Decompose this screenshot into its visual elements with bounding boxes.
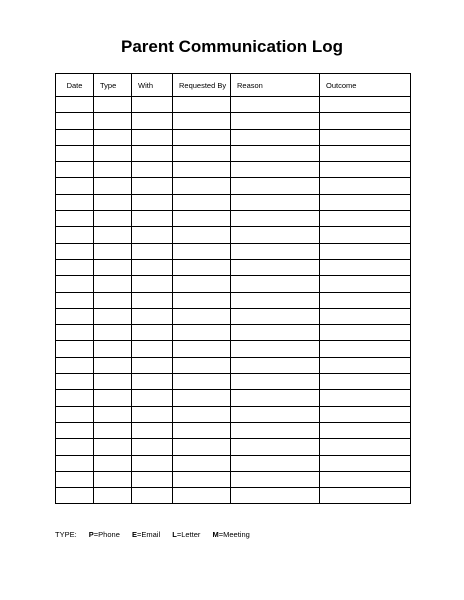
cell-outcome[interactable] [320,162,411,178]
cell-outcome[interactable] [320,211,411,227]
table-row [56,406,411,422]
cell-with[interactable] [132,471,173,487]
cell-reason[interactable] [231,162,320,178]
cell-date[interactable] [56,113,94,129]
cell-outcome[interactable] [320,422,411,438]
cell-outcome[interactable] [320,308,411,324]
cell-outcome[interactable] [320,194,411,210]
cell-type[interactable] [94,113,132,129]
cell-with[interactable] [132,129,173,145]
column-header-type: Type [94,74,132,97]
cell-requested-by[interactable] [173,374,231,390]
cell-date[interactable] [56,162,94,178]
cell-reason[interactable] [231,357,320,373]
table-row [56,194,411,210]
cell-reason[interactable] [231,178,320,194]
table-row [56,455,411,471]
cell-requested-by[interactable] [173,308,231,324]
page-title: Parent Communication Log [121,37,343,56]
cell-with[interactable] [132,357,173,373]
table-row [56,325,411,341]
cell-requested-by[interactable] [173,194,231,210]
cell-outcome[interactable] [320,488,411,504]
cell-type[interactable] [94,374,132,390]
cell-requested-by[interactable] [173,357,231,373]
cell-outcome[interactable] [320,357,411,373]
cell-type[interactable] [94,97,132,113]
table-row [56,97,411,113]
cell-requested-by[interactable] [173,488,231,504]
cell-with[interactable] [132,194,173,210]
cell-reason[interactable] [231,422,320,438]
table-row [56,113,411,129]
cell-requested-by[interactable] [173,162,231,178]
table-row [56,129,411,145]
legend-meaning-meeting: =Meeting [218,530,250,539]
cell-reason[interactable] [231,439,320,455]
cell-type[interactable] [94,439,132,455]
cell-with[interactable] [132,113,173,129]
cell-requested-by[interactable] [173,325,231,341]
cell-type[interactable] [94,259,132,275]
cell-reason[interactable] [231,276,320,292]
cell-with[interactable] [132,276,173,292]
cell-with[interactable] [132,178,173,194]
cell-type[interactable] [94,325,132,341]
cell-date[interactable] [56,129,94,145]
cell-reason[interactable] [231,374,320,390]
cell-with[interactable] [132,390,173,406]
cell-outcome[interactable] [320,97,411,113]
cell-reason[interactable] [231,211,320,227]
column-header-outcome: Outcome [320,74,411,97]
cell-with[interactable] [132,422,173,438]
cell-type[interactable] [94,227,132,243]
cell-type[interactable] [94,178,132,194]
cell-outcome[interactable] [320,341,411,357]
legend-code-letter: L [172,530,177,539]
cell-reason[interactable] [231,259,320,275]
cell-outcome[interactable] [320,390,411,406]
cell-with[interactable] [132,341,173,357]
cell-requested-by[interactable] [173,471,231,487]
cell-date[interactable] [56,422,94,438]
cell-type[interactable] [94,162,132,178]
cell-requested-by[interactable] [173,390,231,406]
cell-reason[interactable] [231,325,320,341]
cell-reason[interactable] [231,227,320,243]
cell-date[interactable] [56,178,94,194]
cell-outcome[interactable] [320,439,411,455]
cell-with[interactable] [132,211,173,227]
cell-date[interactable] [56,406,94,422]
type-legend [55,530,250,539]
cell-outcome[interactable] [320,178,411,194]
cell-reason[interactable] [231,455,320,471]
table-row [56,422,411,438]
cell-date[interactable] [56,455,94,471]
cell-with[interactable] [132,227,173,243]
cell-reason[interactable] [231,243,320,259]
cell-outcome[interactable] [320,455,411,471]
legend-code-email: E [131,530,137,539]
cell-with[interactable] [132,439,173,455]
cell-type[interactable] [94,488,132,504]
cell-date[interactable] [56,488,94,504]
cell-with[interactable] [132,455,173,471]
cell-date[interactable] [56,308,94,324]
table-row [56,276,411,292]
table-row [56,211,411,227]
cell-reason[interactable] [231,406,320,422]
table-header-row [56,74,411,97]
cell-with[interactable] [132,145,173,161]
cell-requested-by[interactable] [173,292,231,308]
cell-requested-by[interactable] [173,227,231,243]
cell-requested-by[interactable] [173,259,231,275]
table-row [56,341,411,357]
table-row [56,357,411,373]
legend-code-phone: P [88,530,94,539]
cell-requested-by[interactable] [173,243,231,259]
cell-with[interactable] [132,97,173,113]
column-header-with: With [132,74,173,97]
legend-code-meeting: M [212,530,219,539]
cell-with[interactable] [132,488,173,504]
cell-type[interactable] [94,276,132,292]
cell-outcome[interactable] [320,406,411,422]
table-body [56,97,411,504]
cell-date[interactable] [56,325,94,341]
cell-outcome[interactable] [320,227,411,243]
cell-outcome[interactable] [320,276,411,292]
cell-requested-by[interactable] [173,276,231,292]
cell-outcome[interactable] [320,113,411,129]
cell-type[interactable] [94,422,132,438]
cell-reason[interactable] [231,145,320,161]
cell-requested-by[interactable] [173,439,231,455]
cell-outcome[interactable] [320,129,411,145]
cell-date[interactable] [56,439,94,455]
cell-type[interactable] [94,341,132,357]
cell-reason[interactable] [231,308,320,324]
cell-reason[interactable] [231,129,320,145]
cell-with[interactable] [132,325,173,341]
table-row [56,145,411,161]
cell-reason[interactable] [231,471,320,487]
cell-requested-by[interactable] [173,341,231,357]
cell-requested-by[interactable] [173,129,231,145]
cell-type[interactable] [94,243,132,259]
table-row [56,243,411,259]
table-row [56,308,411,324]
cell-reason[interactable] [231,390,320,406]
legend-meaning-phone: =Phone [93,530,120,539]
table-row [56,178,411,194]
cell-type[interactable] [94,455,132,471]
legend-prefix: TYPE: [55,530,77,539]
cell-with[interactable] [132,243,173,259]
legend-meaning-letter: =Letter [176,530,201,539]
cell-date[interactable] [56,341,94,357]
cell-reason[interactable] [231,194,320,210]
cell-type[interactable] [94,194,132,210]
cell-reason[interactable] [231,292,320,308]
cell-type[interactable] [94,471,132,487]
table-row [56,471,411,487]
cell-with[interactable] [132,259,173,275]
column-header-date: Date [56,74,94,97]
cell-requested-by[interactable] [173,422,231,438]
cell-with[interactable] [132,406,173,422]
cell-type[interactable] [94,211,132,227]
cell-outcome[interactable] [320,243,411,259]
cell-type[interactable] [94,145,132,161]
table-row [56,488,411,504]
cell-requested-by[interactable] [173,97,231,113]
cell-date[interactable] [56,390,94,406]
cell-outcome[interactable] [320,374,411,390]
cell-date[interactable] [56,259,94,275]
table-row [56,439,411,455]
table-row [56,162,411,178]
cell-date[interactable] [56,357,94,373]
table-row [56,390,411,406]
cell-type[interactable] [94,406,132,422]
cell-requested-by[interactable] [173,178,231,194]
cell-type[interactable] [94,390,132,406]
cell-requested-by[interactable] [173,145,231,161]
cell-date[interactable] [56,276,94,292]
cell-outcome[interactable] [320,471,411,487]
column-header-reason: Reason [231,74,320,97]
cell-date[interactable] [56,145,94,161]
cell-date[interactable] [56,374,94,390]
cell-with[interactable] [132,374,173,390]
cell-with[interactable] [132,162,173,178]
cell-type[interactable] [94,129,132,145]
cell-reason[interactable] [231,341,320,357]
cell-date[interactable] [56,227,94,243]
cell-requested-by[interactable] [173,113,231,129]
cell-outcome[interactable] [320,259,411,275]
legend-meaning-email: =Email [136,530,161,539]
cell-reason[interactable] [231,113,320,129]
table-row [56,259,411,275]
cell-outcome[interactable] [320,292,411,308]
cell-type[interactable] [94,357,132,373]
cell-outcome[interactable] [320,145,411,161]
cell-requested-by[interactable] [173,211,231,227]
cell-requested-by[interactable] [173,406,231,422]
column-header-requested-by: Requested By [173,74,231,97]
cell-date[interactable] [56,97,94,113]
cell-reason[interactable] [231,97,320,113]
cell-with[interactable] [132,308,173,324]
cell-reason[interactable] [231,488,320,504]
table-row [56,292,411,308]
cell-date[interactable] [56,292,94,308]
table-row [56,374,411,390]
cell-date[interactable] [56,194,94,210]
cell-with[interactable] [132,292,173,308]
cell-date[interactable] [56,211,94,227]
table-row [56,227,411,243]
cell-date[interactable] [56,471,94,487]
cell-type[interactable] [94,292,132,308]
communication-log-table [55,73,411,504]
cell-date[interactable] [56,243,94,259]
cell-type[interactable] [94,308,132,324]
cell-outcome[interactable] [320,325,411,341]
cell-requested-by[interactable] [173,455,231,471]
